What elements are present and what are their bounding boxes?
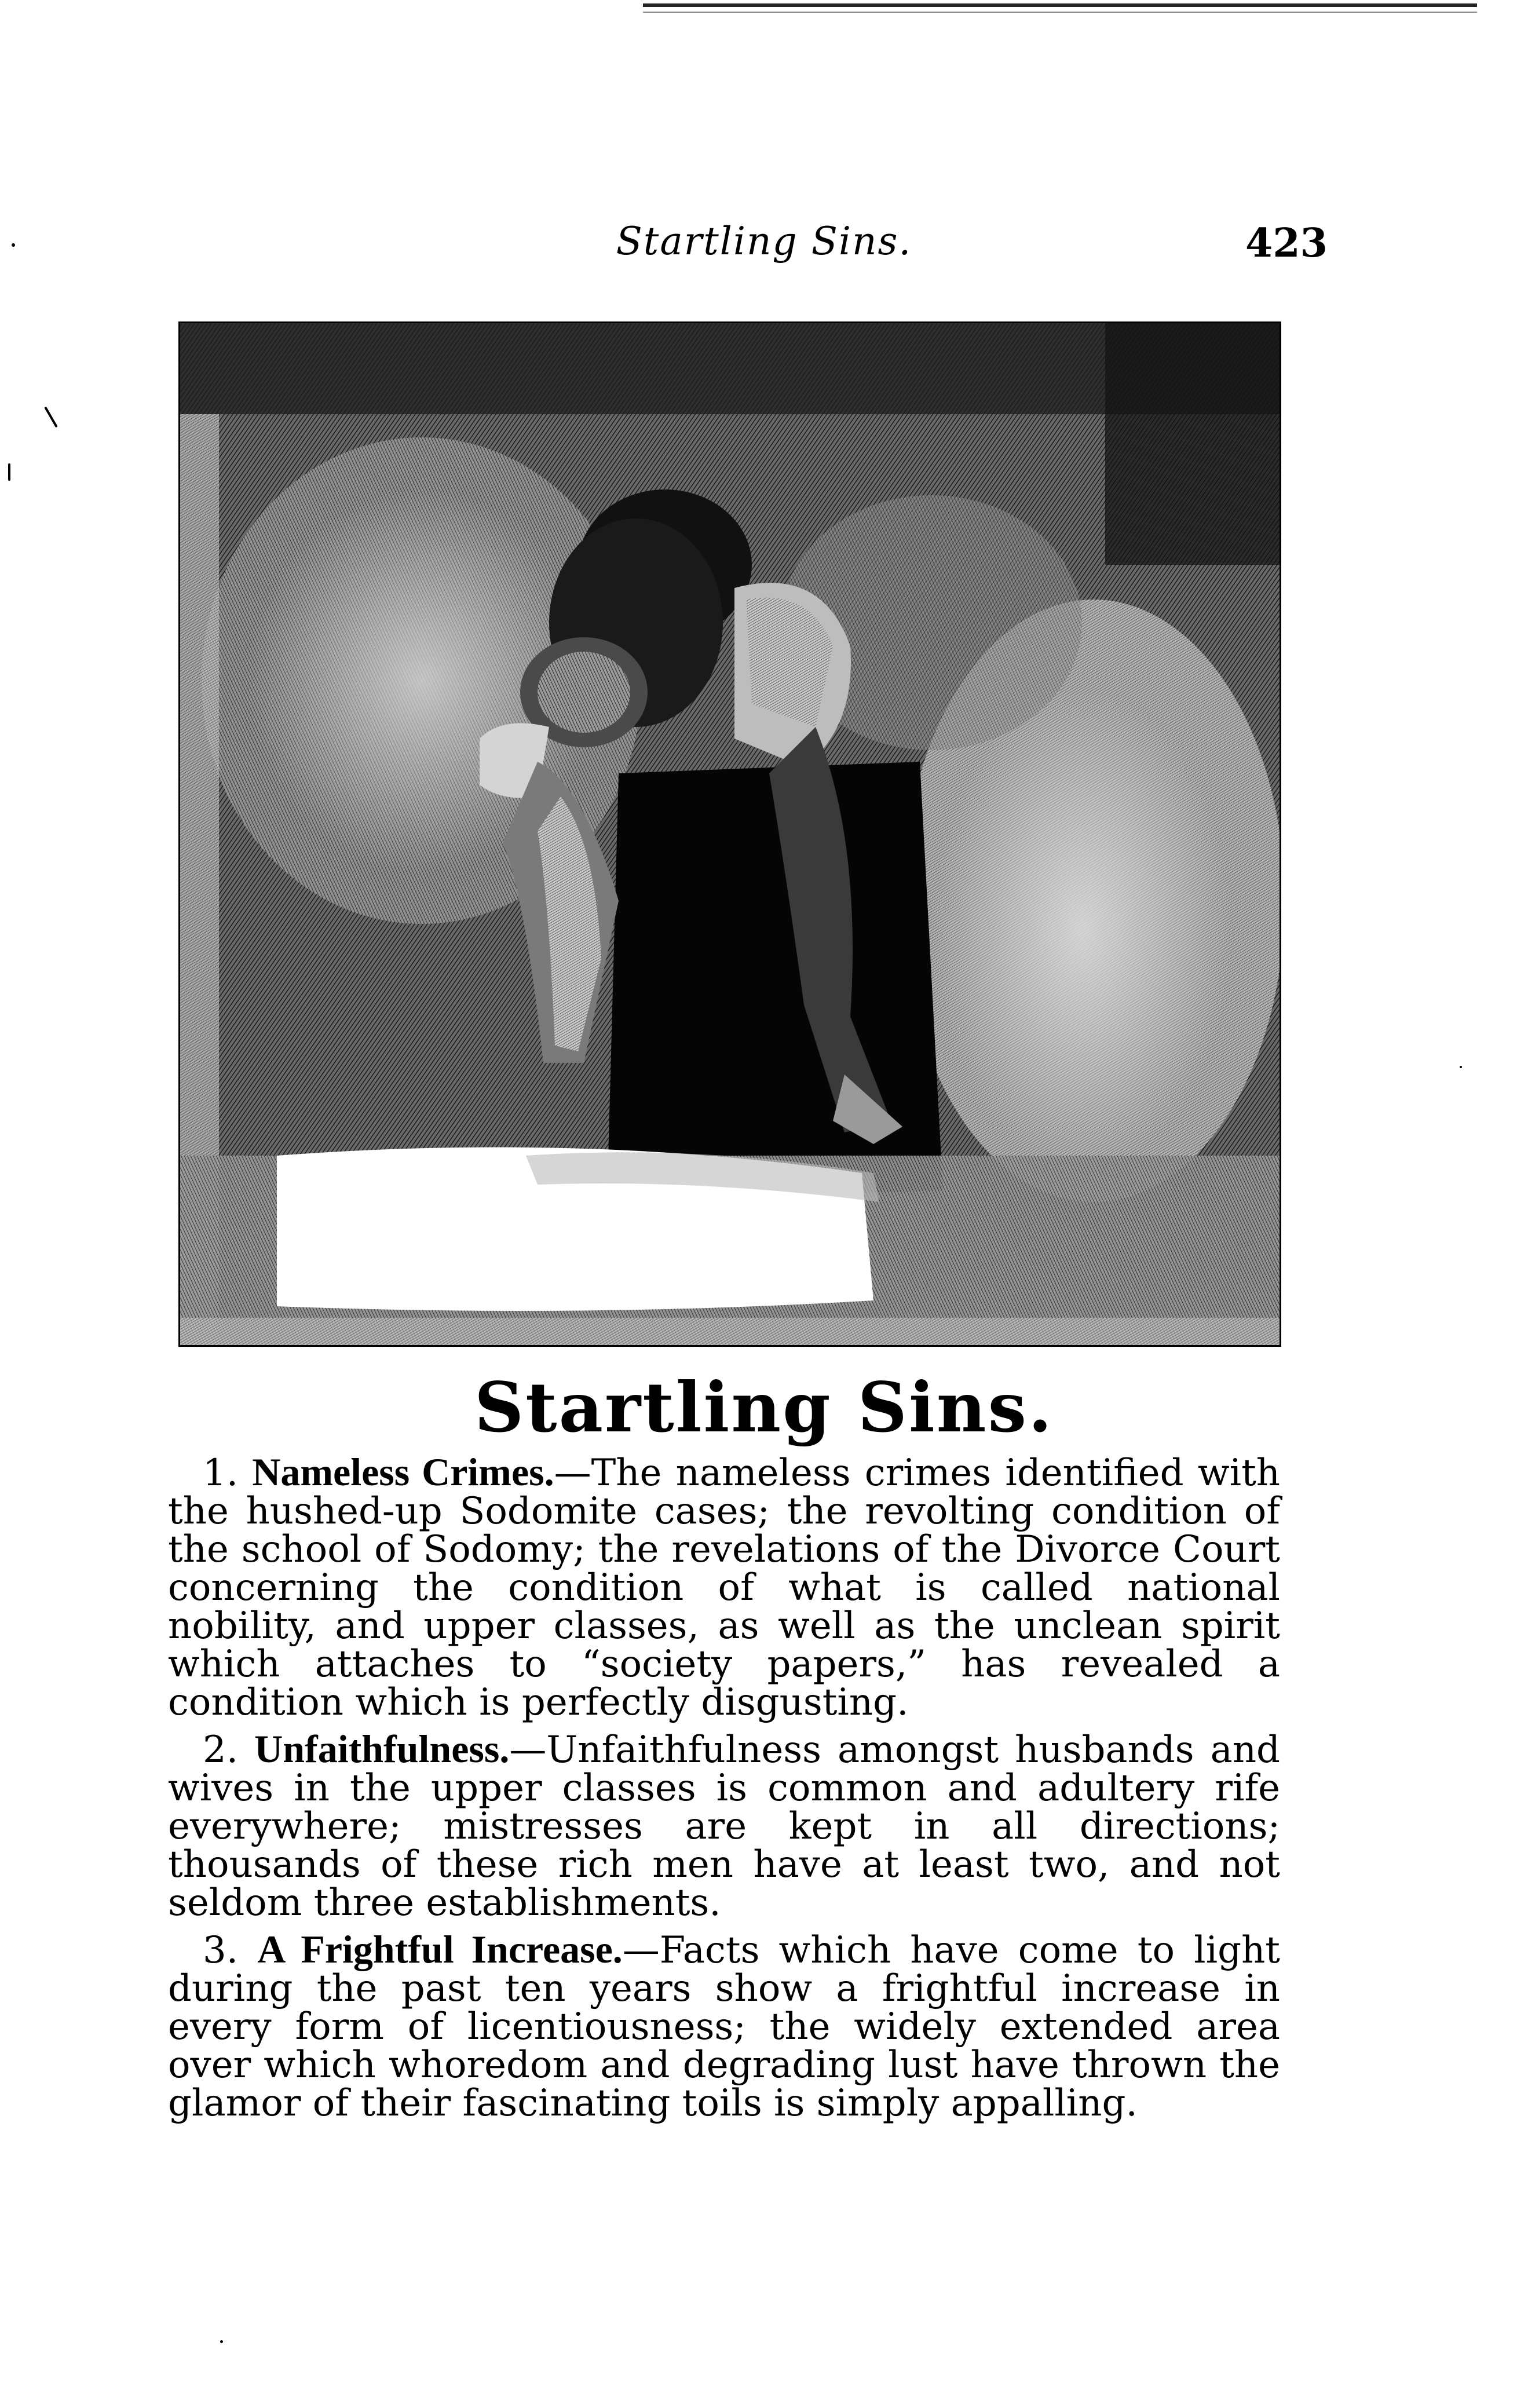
top-border-rule-thin bbox=[643, 12, 1477, 13]
engraving-illustration bbox=[178, 321, 1281, 1347]
paragraph-heading: Nameless Crimes. bbox=[252, 1450, 554, 1494]
top-border-rule bbox=[643, 3, 1477, 7]
body-text bbox=[168, 1450, 1281, 2131]
paragraph-nameless-crimes bbox=[168, 1450, 1281, 1724]
scan-speck bbox=[220, 2340, 223, 2343]
page-number: 423 bbox=[1245, 220, 1328, 266]
paragraph-number: 3. bbox=[203, 1929, 239, 1972]
paragraph-frightful-increase bbox=[168, 1927, 1280, 2125]
scan-speck bbox=[12, 243, 15, 247]
paragraph-number: 1. bbox=[203, 1452, 239, 1495]
paragraph-text: —Unfaithfulness amongst husbands and wives in the upper classes is common and adultery rife everywhere; mistresses are kept in all directions; thousands of these rich men have at least two, and not seldom three establishments. bbox=[168, 1729, 1280, 1924]
paragraph-heading: A Frightful Increase. bbox=[257, 1927, 623, 1971]
paragraph-unfaithfulness bbox=[168, 1727, 1280, 1924]
paragraph-number: 2. bbox=[203, 1729, 239, 1771]
paragraph-text: —Facts which have come to light during the past ten years show a frightful increase in every form of licentiousness; the widely extended area over which whoredom and degrading lust have thrown the glamor of their fascinating toils is simply appalling. bbox=[168, 1929, 1280, 2125]
chapter-title: Startling Sins. bbox=[474, 1367, 1054, 1448]
scan-speck bbox=[1460, 1066, 1462, 1068]
paragraph-heading: Unfaithfulness. bbox=[254, 1727, 510, 1771]
scan-speck bbox=[44, 407, 57, 428]
running-title: Startling Sins. bbox=[616, 219, 912, 264]
scan-speck bbox=[8, 463, 10, 481]
paragraph-text: —The nameless crimes identified with the hushed-up Sodomite cases; the revolting condition of the school of Sodomy; the revelations of the Divorce Court concerning the condition of what is called national nobility, and upper classes, as well as the unclean spirit which attaches to “society papers,” has revealed a condition which is perfectly disgusting. bbox=[168, 1452, 1281, 1724]
